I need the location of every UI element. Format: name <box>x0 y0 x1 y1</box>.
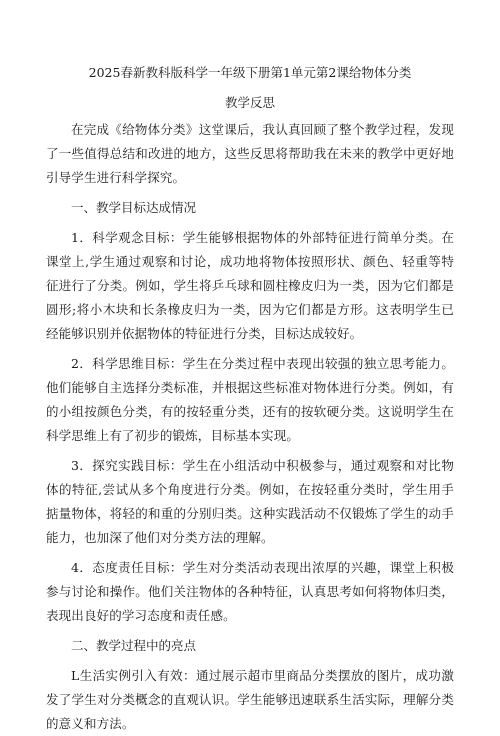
highlight-item-1: L生活实例引入有效：通过展示超市里商品分类摆放的图片，成功激发了学生对分类概念的直观认识。学生能够迅速联系生活实际，理解分类的意义和方法。 <box>46 668 454 731</box>
section-heading-goals: 一、教学目标达成情况 <box>71 200 197 215</box>
intro-paragraph: 在完成《给物体分类》这堂课后，我认真回顾了整个教学过程，发现了一些值得总结和改进的地方，这些反思将帮助我在未来的教学中更好地引导学生进行科学探究。 <box>46 122 454 185</box>
goal-item-2: 2．科学思维目标：学生在分类过程中表现出较强的独立思考能力。他们能够自主选择分类标准，并根据这些标准对物体进行分类。例如，有的小组按颜色分类，有的按轻重分类，还有的按软硬分类。这说明学生在科学思维上有了初步的锻炼，目标基本实现。 <box>46 356 454 443</box>
goal-item-1: 1．科学观念目标：学生能够根据物体的外部特征进行简单分类。在课堂上,学生通过观察和讨论，成功地将物体按照形状、颜色、轻重等特征进行了分类。例如，学生将乒乓球和圆柱橡皮归为一类，因为它们都是圆形;将小木块和长条橡皮归为一类，因为它们都是方形。这表明学生已经能够识别并依据物体的特征进行分类，目标达成较好。 <box>46 230 454 341</box>
document-title: 2025春新教科版科学一年级下册第1单元第2课给物体分类 <box>88 65 412 80</box>
goal-item-3: 3．探究实践目标：学生在小组活动中积极参与，通过观察和对比物体的特征,尝试从多个角度进行分类。例如，在按轻重分类时，学生用手掂量物体，将轻的和重的分别归类。这种实践活动不仅锻炼了学生的动手能力，也加深了他们对分类方法的理解。 <box>46 458 454 545</box>
goal-item-4: 4．态度责任目标：学生对分类活动表现出浓厚的兴趣，课堂上积极参与讨论和操作。他们关注物体的各种特征，认真思考如何将物体归类，表现出良好的学习态度和责任感。 <box>46 560 454 623</box>
document-subtitle: 教学反思 <box>224 95 275 110</box>
section-heading-highlights: 二、教学过程中的亮点 <box>71 638 197 653</box>
